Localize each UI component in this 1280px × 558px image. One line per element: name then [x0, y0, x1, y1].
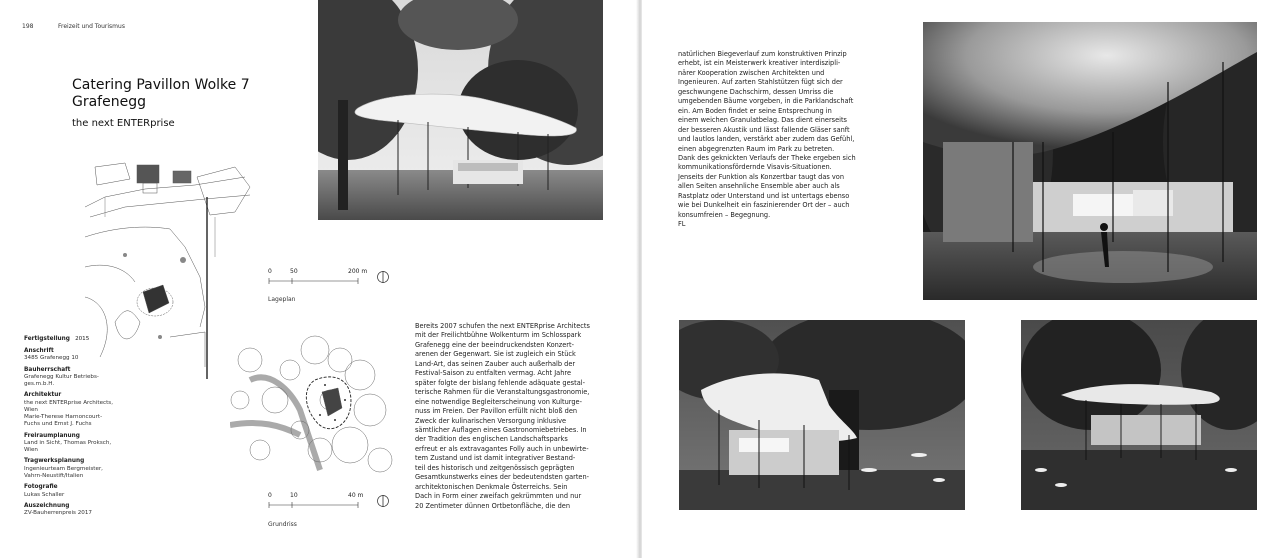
body-line: terische Rahmen für die Veranstaltungsgastronomie, [415, 388, 590, 397]
fact-label: Anschrift [24, 348, 54, 354]
body-line: sämtlicher Auflagen eines Gastronomiebetriebes. In [415, 425, 587, 434]
body-line: Land-Art, das seinen Zauber auch außerhalb der [415, 359, 576, 368]
floor-plan-scale [268, 492, 398, 522]
fact-value: Land in Sicht, Thomas Proksch, Wien [24, 440, 112, 454]
body-line: eine notwendige Begleiterscheinung von Kulturge- [415, 397, 582, 406]
article-body-right [678, 50, 903, 230]
body-line: tem Zustand und ist damit integrativer Bestand- [415, 454, 576, 463]
body-line: Zweck der kulinarischen Versorgung inklusive [415, 416, 567, 425]
floor-plan-caption: Grundriss [268, 521, 297, 528]
left-page [0, 0, 638, 558]
body-line: Grafenegg eine der beeindruckendsten Konzert- [415, 340, 574, 349]
pavilion-day-photo [318, 0, 603, 220]
body-line: kommunikationsfördernde Visavis-Situationen. [678, 163, 832, 172]
site-plan-caption: Lageplan [268, 296, 296, 303]
section-title: Freizeit und Tourismus [58, 23, 125, 30]
body-line: konsumfreien – Begegnung. [678, 210, 771, 219]
body-line: der Tradition des englischen Landschaftsparks [415, 435, 568, 444]
body-line: architektonischen Denkmale Österreichs. Sein [415, 482, 568, 491]
fact-value: 2015 [75, 336, 90, 342]
body-line: Dank des geknickten Verlaufs der Theke ergeben sich [678, 153, 856, 162]
article-body-left [415, 322, 615, 511]
body-line: und lautlos landen, verstärkt aber zudem das Gefühl, [678, 135, 855, 144]
body-line: närer Kooperation zwischen Architekten und [678, 68, 825, 77]
body-line: erhebt, ist ein Meisterwerk kreativer interdiszipli- [678, 59, 841, 68]
page-number: 198 [22, 23, 34, 30]
body-line: Bereits 2007 schufen the next ENTERprise Architects [415, 322, 590, 330]
fact-label: Architektur [24, 392, 62, 399]
north-arrow-icon [376, 494, 390, 508]
body-line: arenen der Gegenwart. Sie ist zugleich ein Stück [415, 350, 576, 359]
north-arrow-icon [376, 270, 390, 284]
body-line: später folgte der bislang fehlende adäquate gestal- [415, 378, 585, 387]
fact-label: Freiraumplanung [24, 432, 80, 439]
floor-plan-drawing [230, 330, 400, 480]
fact-value: Grafenegg Kultur Betriebs- ges.m.b.H. [24, 374, 99, 388]
scale-tick-0: 0 [268, 492, 272, 499]
fact-completion [24, 325, 134, 344]
fact-value: the next ENTERprise Architects, Wien Marie-Therese Harnoncourt- Fuchs und Ernst J. Fuchs [24, 399, 113, 428]
scale-tick-10: 10 [290, 492, 298, 499]
fact-value: Lukas Schaller [24, 491, 65, 498]
body-line: einen abgegrenzten Raum im Park zu betreten. [678, 144, 835, 153]
body-line: 20 Zentimeter dünnen Ortbetonfläche, die den [415, 501, 571, 510]
fact-label: Bauherrschaft [24, 366, 71, 373]
body-line: geschwungene Dachschirm, dessen Umriss die [678, 87, 834, 96]
body-line: Dach in Form einer zweifach gekrümmten und nur [415, 492, 582, 501]
body-line: teil des historisch und zeitgenössisch geprägten [415, 463, 575, 472]
body-line: erfreut er als extravagantes Folly auch in unbewirte- [415, 444, 589, 453]
body-line: einem weichen Granulatbelag. Das dient einerseits [678, 116, 847, 125]
body-line: nuss im Freien. Der Pavillon erfüllt nicht bloß den [415, 407, 578, 416]
pavilion-night-tree-photo [679, 320, 965, 510]
body-line: allen Seiten ansehnliche Ensemble aber auch als [678, 182, 840, 191]
body-line: Rastplatz oder Unterstand und ist untertags ebenso [678, 191, 850, 200]
pavilion-night-distant-photo [1021, 320, 1257, 510]
pavilion-night-bar-photo [923, 22, 1257, 300]
author-initials: FL [678, 220, 686, 229]
fact-label: Fertigstellung [24, 336, 70, 342]
fact-value: 3485 Grafenegg 10 [24, 355, 79, 362]
article-title [72, 77, 250, 111]
body-line: Ingenieuren. Auf zarten Stahlstützen fügt sich der [678, 78, 843, 87]
body-line: mit der Freilichtbühne Wolkenturm im Schlosspark [415, 331, 582, 340]
body-line: umgebenden Bäume vorgeben, in die Parklandschaft [678, 97, 854, 106]
fact-value: Ingenieurteam Bergmeister, Vahrn-Neustift/Italien [24, 465, 103, 480]
fact-label: Tragwerksplanung [24, 458, 85, 465]
scale-tick-0: 0 [268, 268, 272, 275]
title-line-2: Grafenegg [72, 94, 146, 110]
title-line-1: Catering Pavillon Wolke 7 [72, 77, 250, 93]
body-line: Gesamtkunstwerks eines der bedeutendsten garten- [415, 473, 590, 482]
body-line: Festival-Saison zu entfalten vermag. Acht Jahre [415, 369, 572, 378]
body-line: der besseren Akustik und lässt fallende Gläser sanft [678, 125, 850, 134]
architect-subtitle: the next ENTERprise [72, 118, 175, 129]
fact-value: ZV-Bauherrenpreis 2017 [24, 510, 92, 517]
body-line: wie bei Dunkelheit ein faszinierender Ort der – auch [678, 201, 850, 210]
body-line: Jenseits der Funktion als Konzertbar taugt das von [678, 172, 845, 181]
fact-label: Fotografie [24, 484, 58, 491]
site-plan-scale [268, 268, 398, 298]
fact-label: Auszeichnung [24, 502, 70, 509]
body-line: ein. Am Boden findet er seine Entsprechung in [678, 106, 832, 115]
right-page [642, 0, 1280, 558]
body-line: natürlichen Biegeverlauf zum konstruktiven Prinzip [678, 50, 847, 58]
scale-tick-200: 200 m [348, 268, 368, 275]
project-facts [24, 325, 134, 521]
scale-tick-40: 40 m [348, 492, 364, 499]
scale-tick-50: 50 [290, 268, 298, 275]
